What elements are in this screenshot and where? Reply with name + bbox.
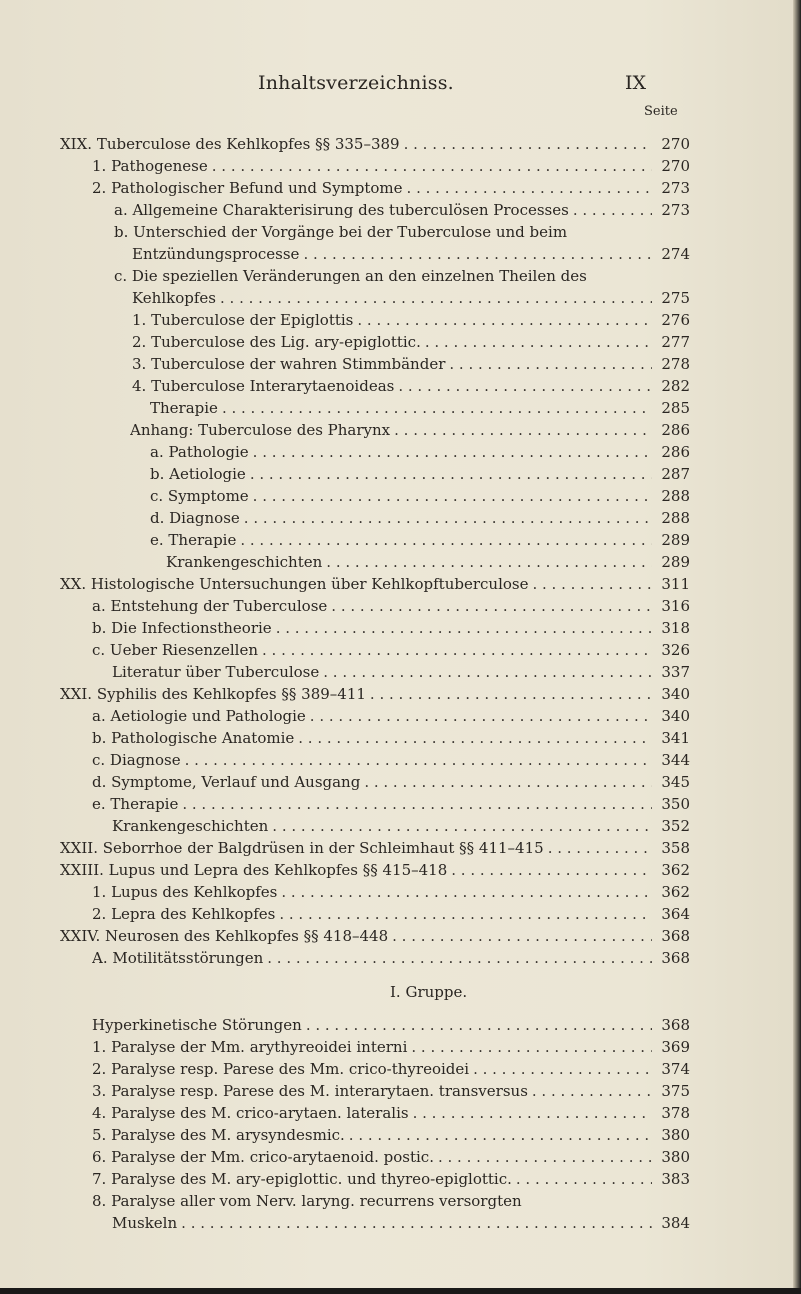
- dot-leader: [573, 199, 652, 221]
- toc-entry-text: Krankengeschichten: [112, 817, 269, 835]
- toc-entry-text: 4. Paralyse des M. crico-arytaen. lateralis: [92, 1104, 409, 1122]
- toc-entry-page: 285: [661, 399, 690, 417]
- dot-leader: [244, 507, 652, 529]
- toc-entry-text: 2. Pathologischer Befund und Symptome: [92, 179, 403, 197]
- toc-entry-text: XXII. Seborrhoe der Balgdrüsen in der Schleimhaut §§ 411–415: [60, 839, 544, 857]
- dot-leader: [306, 1014, 652, 1036]
- toc-entry: [114, 221, 690, 243]
- toc-entry: [92, 1146, 690, 1168]
- dot-leader: [473, 1058, 652, 1080]
- toc-entry-page: 380: [661, 1126, 690, 1144]
- toc-entry: [150, 485, 690, 507]
- toc-entry: [132, 243, 690, 265]
- dot-leader: [326, 551, 652, 573]
- dot-leader: [451, 859, 652, 881]
- toc-entry: [92, 1102, 690, 1124]
- toc-entry: [150, 463, 690, 485]
- dot-leader: [516, 1168, 652, 1190]
- dot-leader: [404, 133, 652, 155]
- toc-entry-text: XXIV. Neurosen des Kehlkopfes §§ 418–448: [60, 927, 389, 945]
- toc-entry: [92, 727, 690, 749]
- toc-entry-text: c. Diagnose: [92, 751, 181, 769]
- page-column-label: Seite: [644, 104, 678, 119]
- dot-leader: [394, 419, 652, 441]
- toc-entry-text: 4. Tuberculose Interarytaenoideas: [132, 377, 395, 395]
- dot-leader: [357, 309, 652, 331]
- toc-entry-page: 350: [661, 795, 690, 813]
- toc-entry-text: XX. Histologische Untersuchungen über Kehlkopftuberculose: [60, 575, 529, 593]
- toc-entry: [130, 419, 690, 441]
- toc-entry: [150, 507, 690, 529]
- toc-entry-text: b. Aetiologie: [150, 465, 246, 483]
- toc-entry: [60, 925, 690, 947]
- toc-entry-page: 341: [661, 729, 690, 747]
- toc-entry-page: 278: [661, 355, 690, 373]
- toc-entry-text: 6. Paralyse der Mm. crico-arytaenoid. postic.: [92, 1148, 434, 1166]
- toc-entry-text: 3. Tuberculose der wahren Stimmbänder: [132, 355, 446, 373]
- toc-entry-text: 7. Paralyse des M. ary-epiglottic. und thyreo-epiglottic.: [92, 1170, 512, 1188]
- toc-entry: [112, 661, 690, 683]
- toc-entry: [60, 859, 690, 881]
- toc-entry-text: Muskeln: [112, 1214, 178, 1232]
- dot-leader: [438, 1146, 652, 1168]
- toc-entry: [92, 705, 690, 727]
- toc-entry-page: 340: [661, 685, 690, 703]
- toc-entry-text: a. Pathologie: [150, 443, 249, 461]
- toc-entry-page: 289: [661, 553, 690, 571]
- toc-entry-page: 352: [661, 817, 690, 835]
- toc-entry-text: 3. Paralyse resp. Parese des M. interarytaen. transversus: [92, 1082, 528, 1100]
- dot-leader: [220, 287, 652, 309]
- toc-entry: [150, 441, 690, 463]
- toc-entry-text: b. Die Infectionstheorie: [92, 619, 272, 637]
- dot-leader: [331, 595, 652, 617]
- dot-leader: [364, 771, 652, 793]
- toc-entry-page: 273: [661, 201, 690, 219]
- toc-entry-text: Anhang: Tuberculose des Pharynx: [130, 421, 391, 439]
- toc-entry-text: Kehlkopfes: [132, 289, 216, 307]
- toc-entry-page: 362: [661, 883, 690, 901]
- toc-entry-page: 316: [661, 597, 690, 615]
- toc-entry-text: 1. Tuberculose der Epiglottis: [132, 311, 354, 329]
- toc-entry-text: 5. Paralyse des M. arysyndesmic.: [92, 1126, 345, 1144]
- toc-entry-text: 1. Paralyse der Mm. arythyreoidei interni: [92, 1038, 408, 1056]
- toc-entry-page: 374: [661, 1060, 690, 1078]
- toc-entry-text: c. Die speziellen Veränderungen an den einzelnen Theilen des: [114, 267, 587, 285]
- dot-leader: [212, 155, 652, 177]
- toc-entry: [92, 1080, 690, 1102]
- toc-entry-text: a. Entstehung der Tuberculose: [92, 597, 328, 615]
- toc-entry-page: 368: [661, 927, 690, 945]
- dot-leader: [303, 243, 652, 265]
- toc-entry: [92, 947, 690, 969]
- toc-entry-page: 340: [661, 707, 690, 725]
- dot-leader: [398, 375, 652, 397]
- toc-entry: [92, 177, 690, 199]
- dot-leader: [181, 1212, 652, 1234]
- toc-entry: [92, 749, 690, 771]
- toc-entry-text: c. Ueber Riesenzellen: [92, 641, 258, 659]
- toc-entry-page: 286: [661, 443, 690, 461]
- toc-entry: [92, 1058, 690, 1080]
- dot-leader: [298, 727, 652, 749]
- toc-entry-page: 273: [661, 179, 690, 197]
- dot-leader: [425, 331, 652, 353]
- toc-entry-text: Krankengeschichten: [166, 553, 323, 571]
- toc-entry: [132, 287, 690, 309]
- page-edge-shadow: [793, 0, 801, 1294]
- toc-entry-text: Literatur über Tuberculose: [112, 663, 320, 681]
- dot-leader: [411, 1036, 652, 1058]
- toc-entry-page: 289: [661, 531, 690, 549]
- toc-entry: [92, 639, 690, 661]
- toc-entry-text: Entzündungsprocesse: [132, 245, 300, 263]
- toc-entry: [92, 793, 690, 815]
- toc-entry-text: XXIII. Lupus und Lepra des Kehlkopfes §§ 415–418: [60, 861, 448, 879]
- toc-entry: [60, 133, 690, 155]
- dot-leader: [222, 397, 652, 419]
- toc-entry: [92, 1168, 690, 1190]
- toc-entry-page: 384: [661, 1214, 690, 1232]
- toc-entry: [92, 771, 690, 793]
- dot-leader: [532, 1080, 652, 1102]
- dot-leader: [370, 683, 652, 705]
- dot-leader: [262, 639, 652, 661]
- toc-entry: [60, 683, 690, 705]
- toc-entry-page: 270: [661, 135, 690, 153]
- toc-entry: [132, 309, 690, 331]
- toc-entry-page: 358: [661, 839, 690, 857]
- toc-entry-page: 368: [661, 1016, 690, 1034]
- toc-entry: [60, 573, 690, 595]
- toc-entry: [166, 551, 690, 573]
- running-title: Inhaltsverzeichniss.: [258, 72, 454, 94]
- toc-entry-text: e. Therapie: [150, 531, 237, 549]
- toc-entry-page: 378: [661, 1104, 690, 1122]
- toc-entry: [150, 529, 690, 551]
- toc-entry-text: 2. Tuberculose des Lig. ary-epiglottic.: [132, 333, 421, 351]
- toc-entry-page: 362: [661, 861, 690, 879]
- toc-entry: [92, 903, 690, 925]
- toc-entry-page: 326: [661, 641, 690, 659]
- toc-entry-page: 288: [661, 487, 690, 505]
- toc-entry-page: 383: [661, 1170, 690, 1188]
- toc-entry: [114, 199, 690, 221]
- dot-leader: [281, 881, 652, 903]
- toc-entry-text: b. Pathologische Anatomie: [92, 729, 295, 747]
- toc-entry: [92, 155, 690, 177]
- page-bottom-edge: [0, 1288, 801, 1294]
- toc-entry: [150, 397, 690, 419]
- dot-leader: [272, 815, 652, 837]
- toc-entry-text: 2. Lepra des Kehlkopfes: [92, 905, 276, 923]
- toc-entry-text: A. Motilitätsstörungen: [92, 949, 264, 967]
- toc-entry: [112, 1212, 690, 1234]
- dot-leader: [532, 573, 652, 595]
- toc-entry-text: a. Aetiologie und Pathologie: [92, 707, 306, 725]
- dot-leader: [310, 705, 652, 727]
- toc-entry-page: 344: [661, 751, 690, 769]
- toc-entry: [60, 837, 690, 859]
- dot-leader: [182, 793, 652, 815]
- toc-entry-page: 311: [661, 575, 690, 593]
- toc-entry: [92, 595, 690, 617]
- toc-entry: [92, 1124, 690, 1146]
- toc-entry-page: 277: [661, 333, 690, 351]
- dot-leader: [267, 947, 652, 969]
- toc-entry: [92, 617, 690, 639]
- toc-entry: [92, 881, 690, 903]
- toc-entry: [132, 353, 690, 375]
- toc-entry-text: 8. Paralyse aller vom Nerv. laryng. recurrens versorgten: [92, 1192, 522, 1210]
- toc-entry-page: 288: [661, 509, 690, 527]
- toc-entry-page: 287: [661, 465, 690, 483]
- toc-entry-text: e. Therapie: [92, 795, 179, 813]
- toc-entry-page: 337: [661, 663, 690, 681]
- toc-entry: [92, 1036, 690, 1058]
- toc-entry-text: c. Symptome: [150, 487, 249, 505]
- toc-entry-page: 318: [661, 619, 690, 637]
- toc-entry-page: 276: [661, 311, 690, 329]
- toc-entry-page: 375: [661, 1082, 690, 1100]
- toc-entry-page: 275: [661, 289, 690, 307]
- dot-leader: [185, 749, 652, 771]
- dot-leader: [413, 1102, 652, 1124]
- toc-entry: [114, 265, 690, 287]
- dot-leader: [407, 177, 652, 199]
- toc-entry-page: 369: [661, 1038, 690, 1056]
- toc-entry-text: 2. Paralyse resp. Parese des Mm. crico-thyreoidei: [92, 1060, 470, 1078]
- toc-entry-text: 1. Pathogenese: [92, 157, 208, 175]
- dot-leader: [279, 903, 652, 925]
- dot-leader: [548, 837, 652, 859]
- toc-entry: [92, 1014, 690, 1036]
- toc-entry-text: Hyperkinetische Störungen: [92, 1016, 302, 1034]
- toc-entry-text: d. Symptome, Verlauf und Ausgang: [92, 773, 361, 791]
- toc-entry-page: 282: [661, 377, 690, 395]
- toc-entry: [132, 375, 690, 397]
- dot-leader: [349, 1124, 652, 1146]
- dot-leader: [449, 353, 652, 375]
- dot-leader: [392, 925, 652, 947]
- section-heading: I. Gruppe.: [390, 983, 468, 1001]
- dot-leader: [250, 463, 652, 485]
- toc-entry-text: XXI. Syphilis des Kehlkopfes §§ 389–411: [60, 685, 366, 703]
- dot-leader: [276, 617, 652, 639]
- toc-entry-text: d. Diagnose: [150, 509, 240, 527]
- dot-leader: [240, 529, 652, 551]
- toc-entry-text: Therapie: [150, 399, 218, 417]
- toc-entry: [132, 331, 690, 353]
- toc-entry-text: 1. Lupus des Kehlkopfes: [92, 883, 278, 901]
- toc-entry-text: b. Unterschied der Vorgänge bei der Tuberculose und beim: [114, 223, 568, 241]
- toc-entry-page: 274: [661, 245, 690, 263]
- toc-entry-page: 368: [661, 949, 690, 967]
- toc-entry-page: 270: [661, 157, 690, 175]
- toc-entry-page: 380: [661, 1148, 690, 1166]
- page-number: IX: [625, 72, 647, 94]
- toc-entry-text: XIX. Tuberculose des Kehlkopfes §§ 335–389: [60, 135, 400, 153]
- toc-entry-page: 364: [661, 905, 690, 923]
- dot-leader: [253, 485, 652, 507]
- dot-leader: [253, 441, 652, 463]
- toc-entry-page: 345: [661, 773, 690, 791]
- toc-entry-text: a. Allgemeine Charakterisirung des tuberculösen Processes: [114, 201, 569, 219]
- toc-entry: [92, 1190, 690, 1212]
- dot-leader: [323, 661, 652, 683]
- toc-entry-page: 286: [661, 421, 690, 439]
- toc-entry: [112, 815, 690, 837]
